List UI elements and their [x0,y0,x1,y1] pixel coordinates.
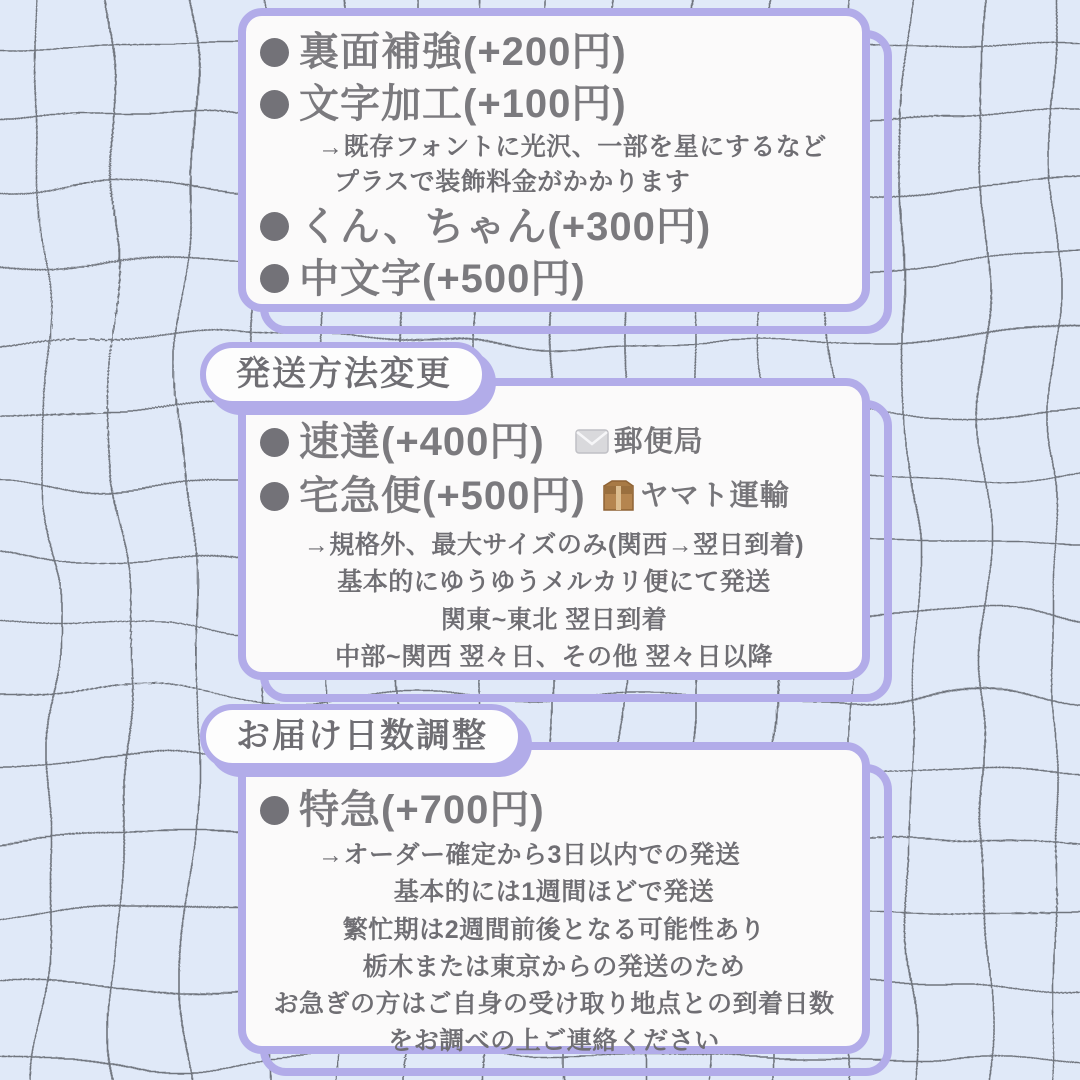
note-text: 関東~東北 翌日到着 [440,605,668,634]
bullet-dot-icon [260,428,289,457]
package-icon [602,479,635,512]
shipping-note [260,605,848,636]
shipping-note [260,567,848,598]
delivery-label: 特急(+700円) [299,788,545,832]
option-label: くん、ちゃん(+300円) [299,204,712,249]
header-text: お届け日数調整 [236,717,488,755]
note-text: 基本的にゆうゆうメルカリ便にて発送 [337,568,771,597]
bullet-dot-icon [260,264,289,293]
carrier-tag [602,479,790,514]
bullet-dot-icon [260,38,289,67]
delivery-note [318,840,848,871]
bullet-dot-icon [260,212,289,241]
note-text: 基本的には1週間ほどで発送 [393,878,715,907]
shipping-card [238,378,870,680]
delivery-note [260,1026,848,1057]
shipping-label: 速達(+400円) [299,420,545,464]
carrier-label: 郵便局 [613,425,704,458]
carrier-label: ヤマト運輸 [639,479,790,512]
delivery-item [260,786,848,834]
shipping-method-header [200,342,488,407]
option-note [334,167,848,198]
note-text: 繁忙期は2週間前後となる可能性あり [342,915,766,944]
bullet-dot-icon [260,482,289,511]
shipping-note [260,530,848,561]
shipping-note [260,642,848,673]
note-text: →既存フォントに光沢、一部を星にするなど [318,133,827,161]
option-item [260,255,848,303]
option-item [260,203,848,251]
delivery-note [260,989,848,1020]
note-text: 栃木または東京からの発送のため [362,952,746,981]
note-text: をお調べの上ご連絡ください [388,1027,720,1056]
options-card [238,8,870,312]
bullet-dot-icon [260,90,289,119]
option-item [260,80,848,128]
delivery-note [260,952,848,983]
option-note [318,132,848,163]
delivery-days-header [200,704,524,769]
header-text: 発送方法変更 [236,355,452,393]
delivery-card [238,742,870,1054]
note-text: プラスで装飾料金がかかります [334,168,691,197]
option-label: 文字加工(+100円) [299,82,627,126]
note-text: お急ぎの方はご自身の受け取り地点との到着日数 [273,990,835,1018]
delivery-note [260,915,848,946]
delivery-note [260,877,848,908]
shipping-item [260,472,848,520]
option-label: 裏面補強(+200円) [299,30,627,74]
note-text: →規格外、最大サイズのみ(関西→翌日到着) [303,531,805,559]
shipping-label: 宅急便(+500円) [299,474,586,518]
option-label: 中文字(+500円) [299,256,586,301]
carrier-tag [575,425,704,460]
note-text: →オーダー確定から3日以内での発送 [318,841,741,869]
note-text: 中部~関西 翌々日、その他 翌々日以降 [335,642,773,671]
shipping-item [260,418,848,466]
option-item [260,28,848,76]
envelope-icon [575,428,609,455]
bullet-dot-icon [260,796,289,825]
